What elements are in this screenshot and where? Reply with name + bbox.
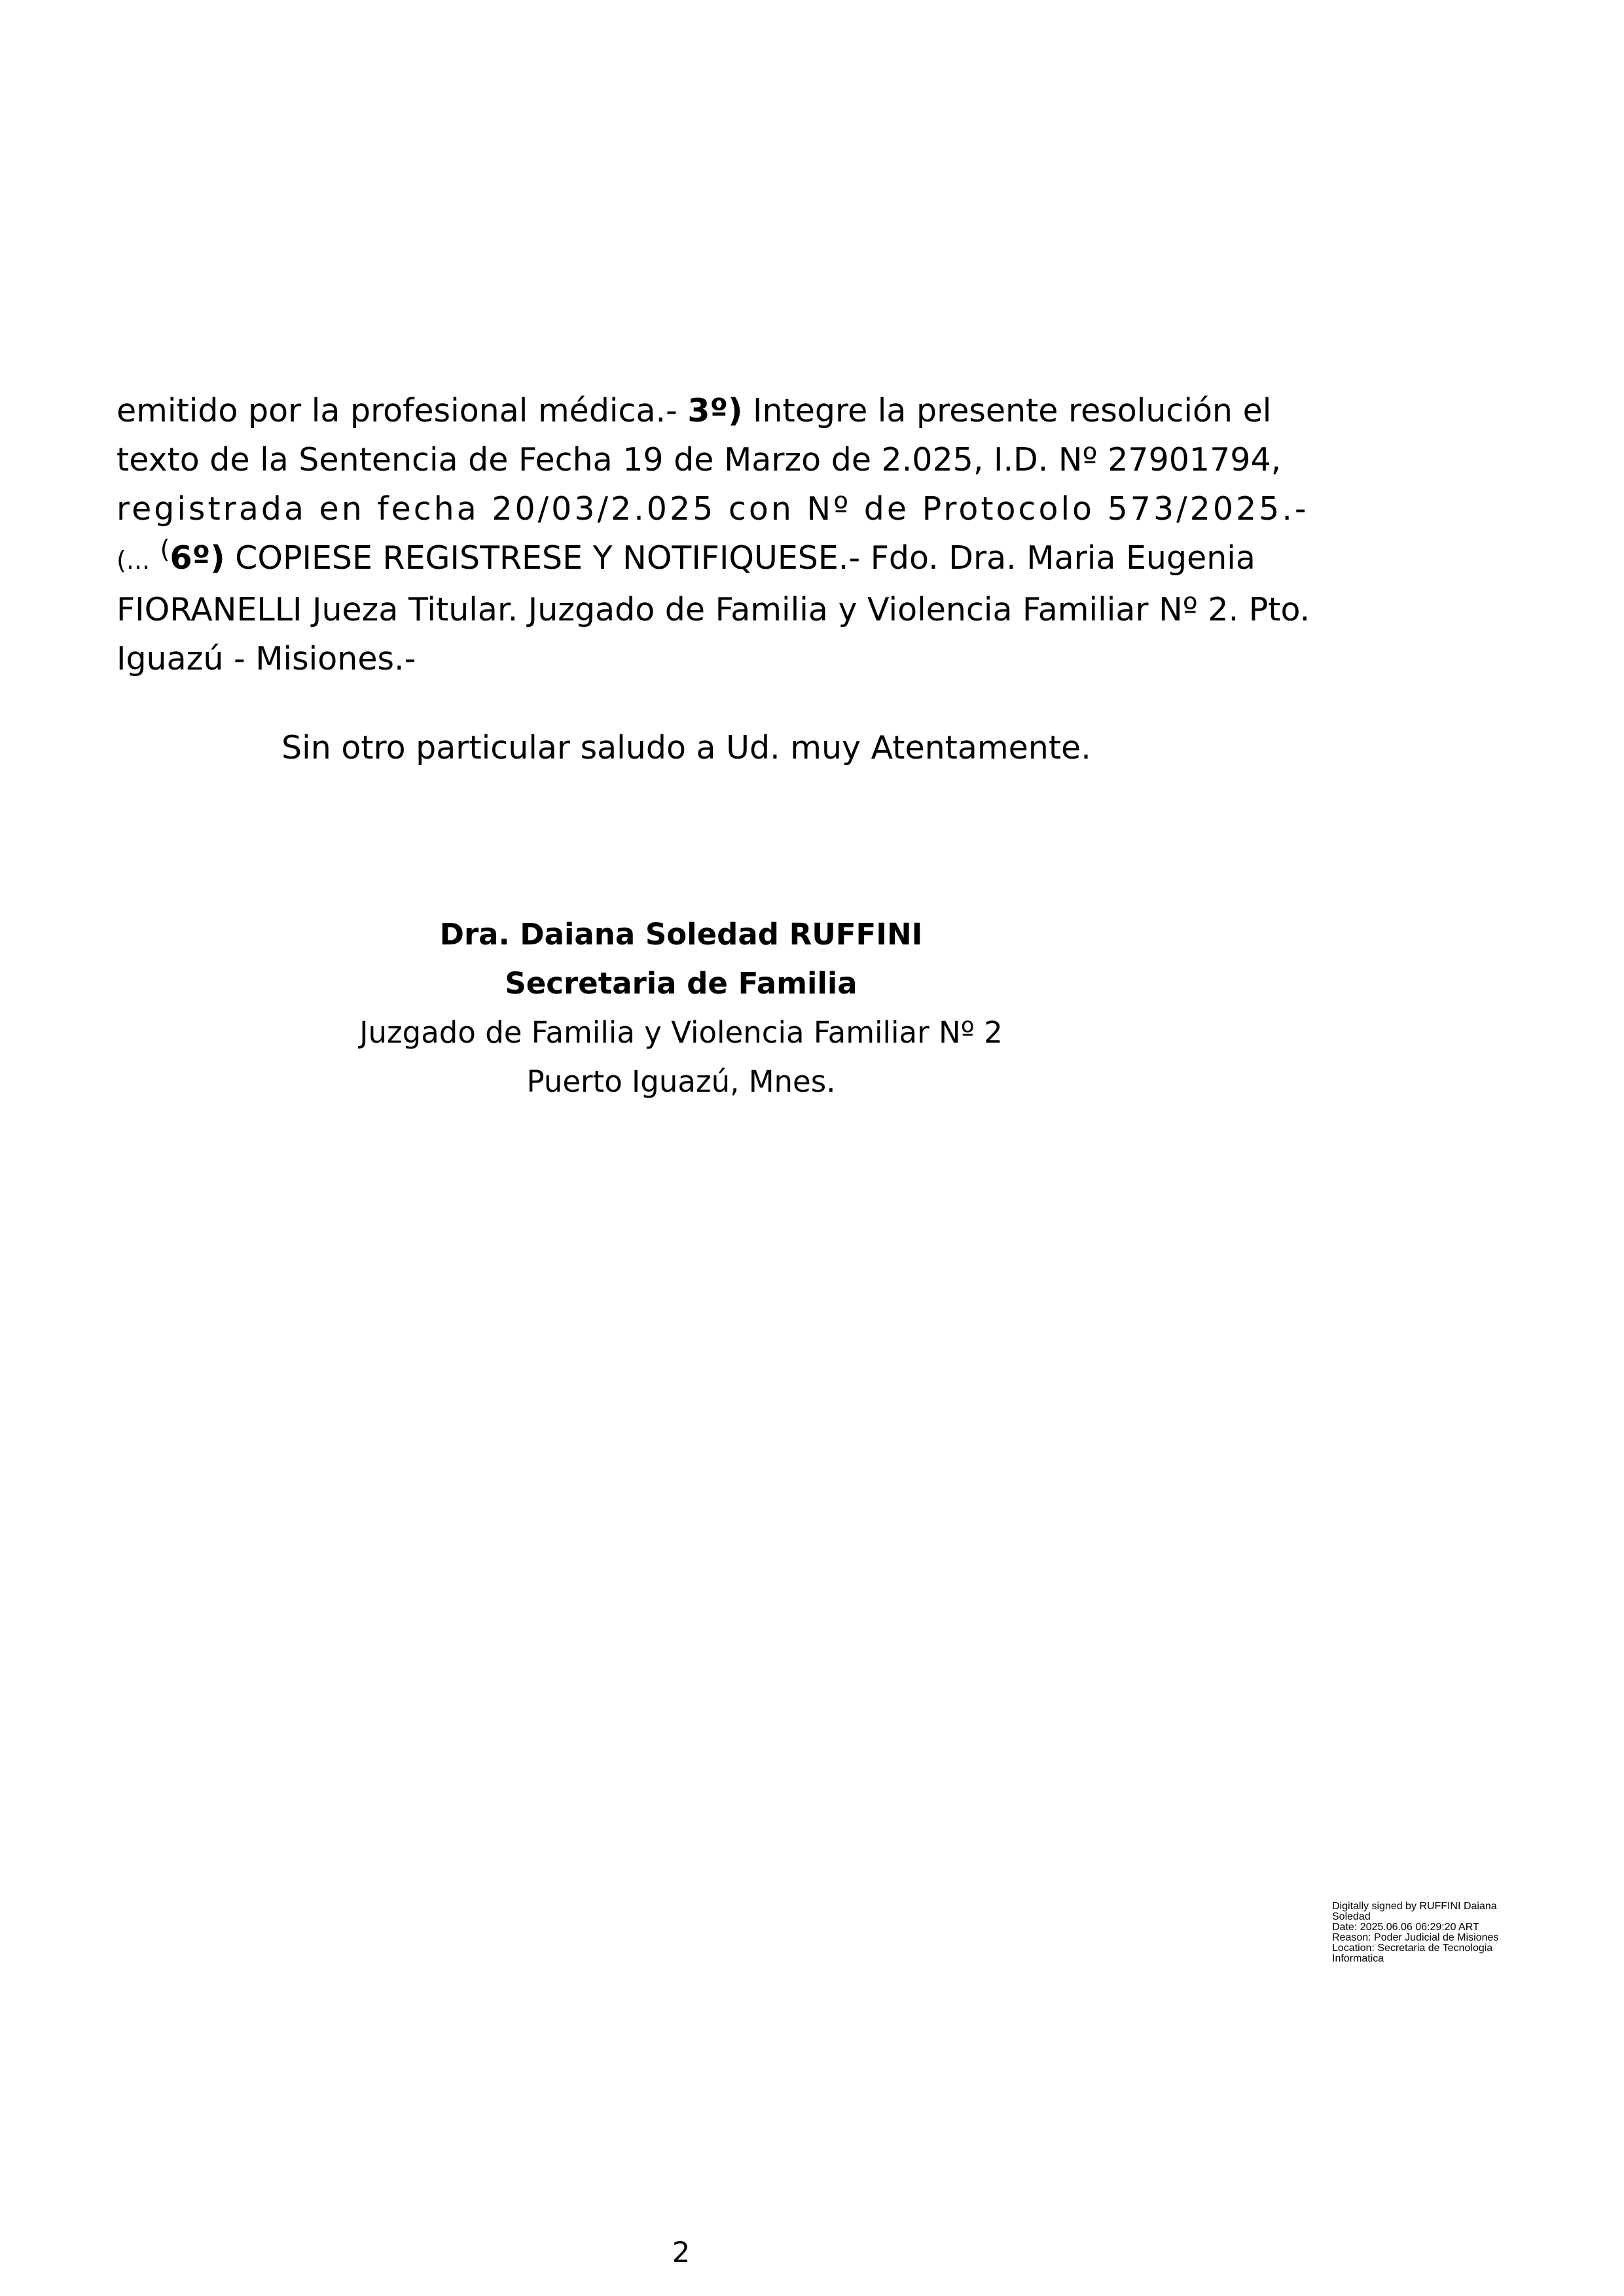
point-6-label: 6º) [170,539,225,577]
ellipsis-marker: (... [117,546,151,575]
digital-signature-line-5: Location: Secretaria de Tecnologia [1332,1943,1493,1954]
body-line-5: FIORANELLI Jueza Titular. Juzgado de Familia y Violencia Familiar Nº 2. Pto. [117,591,1310,628]
signer-court: Juzgado de Familia y Violencia Familiar Nº 2 [359,1015,1003,1050]
signer-role: Secretaria de Familia [505,966,857,1001]
signature-block [0,910,1362,1106]
body-line-2: texto de la Sentencia de Fecha 19 de Marzo de 2.025, I.D. Nº 27901794, [117,441,1282,478]
signer-name: Dra. Daiana Soledad RUFFINI [439,917,923,952]
superscript-paren: ( [160,534,170,564]
body-line-1-text-c: Integre la presente resolución el [742,392,1272,429]
digital-signature-line-3: Date: 2025.06.06 06:29:20 ART [1332,1922,1479,1933]
body-line-1-text-a: emitido por la profesional médica.- [117,392,688,429]
body-line-4 [117,533,1255,585]
digital-signature-stamp [1332,1901,1528,1964]
body-line-4-text-d: COPIESE REGISTRESE Y NOTIFIQUESE.- Fdo. Dra. Maria Eugenia [225,539,1255,577]
closing-salutation: Sin otro particular saludo a Ud. muy Atentamente. [281,729,1091,766]
page-number: 2 [672,2236,691,2269]
signer-place: Puerto Iguazú, Mnes. [526,1064,836,1099]
body-line-1 [117,386,1272,435]
body-line-6: Iguazú - Misiones.- [117,640,416,677]
body-line-3: registrada en fecha 20/03/2.025 con Nº de Protocolo 573/2025.- [117,490,1309,528]
digital-signature-line-1: Digitally signed by RUFFINI Daiana [1332,1901,1497,1912]
body-paragraph [117,386,1310,683]
point-3-label: 3º) [687,392,743,429]
digital-signature-line-6: Informatica [1332,1953,1384,1964]
digital-signature-line-2: Soledad [1332,1911,1371,1922]
digital-signature-line-4: Reason: Poder Judicial de Misiones [1332,1932,1499,1943]
